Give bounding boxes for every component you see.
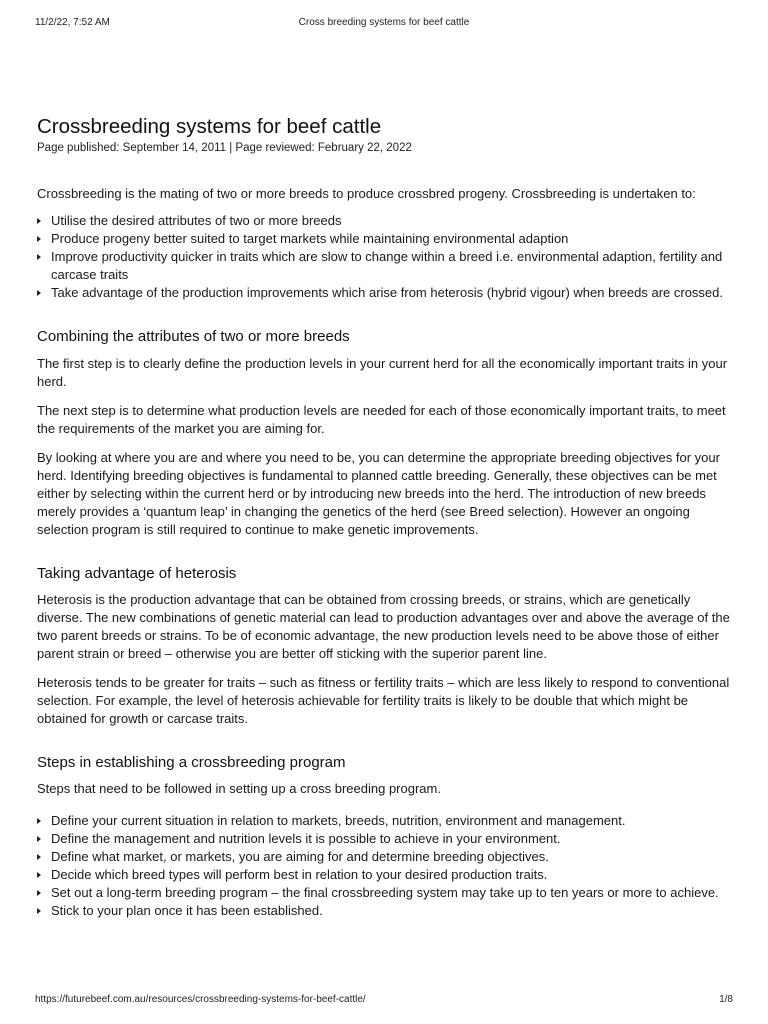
- bullet-icon: [37, 254, 41, 260]
- section-heading-combining: Combining the attributes of two or more breeds: [37, 328, 350, 345]
- bullet-icon: [37, 236, 41, 242]
- page-meta: Page published: September 14, 2011 | Page reviewed: February 22, 2022: [37, 142, 412, 154]
- print-header: [35, 17, 733, 31]
- print-url: https://futurebeef.com.au/resources/crossbreeding-systems-for-beef-cattle/: [35, 994, 366, 1005]
- steps-list: [37, 812, 733, 920]
- page-number: 1/8: [719, 994, 733, 1005]
- list-item: Define your current situation in relation to markets, breeds, nutrition, environment and management.: [37, 812, 733, 830]
- paragraph: The first step is to clearly define the production levels in your current herd for all the economically important traits in your herd.: [37, 356, 728, 389]
- paragraph: Heterosis is the production advantage that can be obtained from crossing breeds, or strains, which are genetically diverse. The new combinations of genetic material can lead to production advantages over and above the average of the two parent breeds or strains. To be of economic advantage, the new production levels need to be above those of either parent strain or breed – otherwise you are better off sticking with the superior parent line.: [37, 592, 730, 661]
- list-item: Take advantage of the production improvements which arise from heterosis (hybrid vigour) when breeds are crossed.: [37, 284, 733, 302]
- list-item: Define the management and nutrition levels it is possible to achieve in your environment.: [37, 830, 733, 848]
- section-heading-steps: Steps in establishing a crossbreeding program: [37, 754, 346, 771]
- paragraph: Heterosis tends to be greater for traits – such as fitness or fertility traits – which are less likely to respond to conventional selection. For example, the level of heterosis achievable for fertility traits is likely to be double that which might be obtained for growth or carcase traits.: [37, 675, 730, 726]
- bullet-icon: [37, 854, 41, 860]
- print-page-title: Cross breeding systems for beef cattle: [298, 17, 470, 28]
- list-item: Define what market, or markets, you are aiming for and determine breeding objectives.: [37, 848, 733, 866]
- bullet-icon: [37, 218, 41, 224]
- list-item: Produce progeny better suited to target markets while maintaining environmental adaption: [37, 230, 733, 248]
- list-item: Decide which breed types will perform best in relation to your desired production traits.: [37, 866, 733, 884]
- paragraph: Steps that need to be followed in setting up a cross breeding program.: [37, 781, 441, 796]
- bullet-icon: [37, 818, 41, 824]
- paragraph: The next step is to determine what production levels are needed for each of those economically important traits, to meet the requirements of the market you are aiming for.: [37, 403, 726, 436]
- print-footer: [35, 994, 733, 1008]
- intro-paragraph: Crossbreeding is the mating of two or more breeds to produce crossbred progeny. Crossbreeding is undertaken to:: [37, 186, 696, 201]
- bullet-icon: [37, 872, 41, 878]
- list-item: Utilise the desired attributes of two or more breeds: [37, 212, 733, 230]
- bullet-icon: [37, 890, 41, 896]
- paragraph: By looking at where you are and where you need to be, you can determine the appropriate breeding objectives for your herd. Identifying breeding objectives is fundamental to planned cattle breeding. Generally, these objectives can be met either by selecting within the current herd or by introducing new breeds into the herd. The introduction of new breeds merely provides a ‘quantum leap’ in changing the genetics of the herd (see Breed selection). However an ongoing selection program is still required to continue to make genetic improvements.: [37, 450, 720, 537]
- list-item: Stick to your plan once it has been established.: [37, 902, 733, 920]
- intro-list: [37, 212, 733, 302]
- section-heading-heterosis: Taking advantage of heterosis: [37, 565, 237, 582]
- article: [37, 114, 733, 920]
- list-item: Set out a long-term breeding program – the final crossbreeding system may take up to ten years or more to achieve.: [37, 884, 733, 902]
- bullet-icon: [37, 836, 41, 842]
- bullet-icon: [37, 290, 41, 296]
- list-item: Improve productivity quicker in traits which are slow to change within a breed i.e. environmental adaption, fertility and carcase traits: [37, 248, 733, 284]
- page-title: Crossbreeding systems for beef cattle: [37, 115, 382, 138]
- print-datetime: 11/2/22, 7:52 AM: [35, 17, 110, 28]
- bullet-icon: [37, 908, 41, 914]
